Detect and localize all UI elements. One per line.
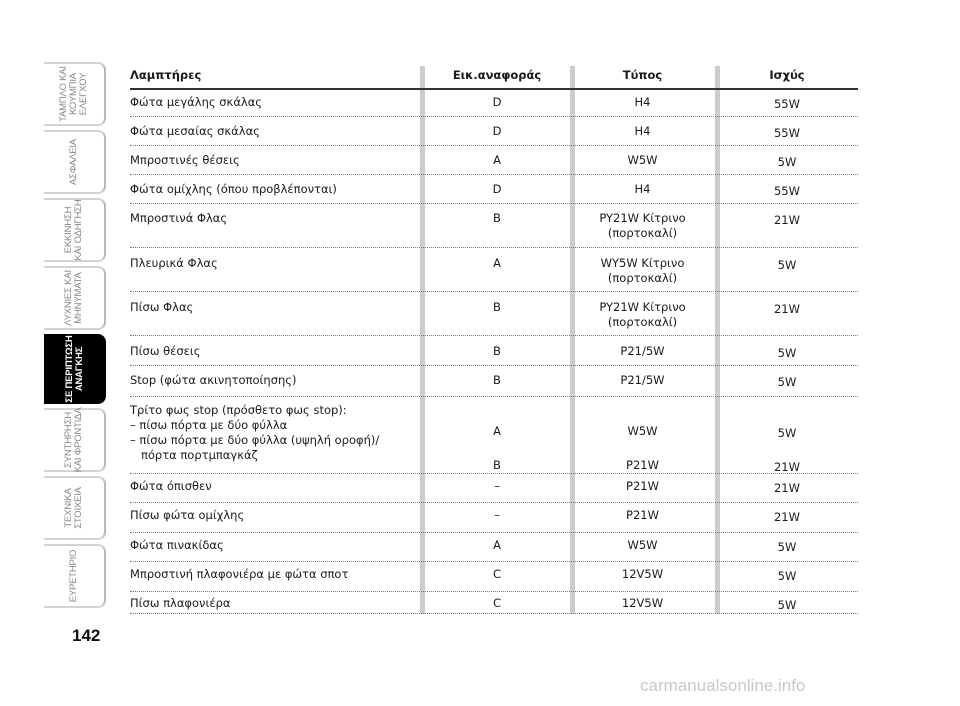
bulb-power: 5W	[777, 375, 797, 389]
bulb-reference: A	[493, 256, 501, 270]
bulb-name: Φώτα ομίχλης (όπου προβλέπονται)	[130, 182, 337, 196]
table-row	[130, 397, 858, 474]
bulb-type: W5W P21W	[626, 424, 659, 472]
header-power: Ισχύς	[769, 68, 805, 82]
bulb-type: P21/5W	[620, 344, 665, 358]
table-row	[130, 117, 858, 146]
bulb-type: H4	[634, 182, 651, 196]
bulb-name: Τρίτο φως stop (πρόσθετο φως stop): – πίσω πόρτα με δύο φύλλα – πίσω πόρτα με δύο φύλλα (υψηλή οροφή)/ πόρτα πορτμπαγκάζ	[130, 403, 380, 462]
bulb-power: 55W	[773, 184, 800, 198]
bulb-name: Φώτα μεγάλης σκάλας	[130, 95, 263, 109]
bulb-reference: B	[493, 300, 501, 314]
bulb-name: Φώτα όπισθεν	[130, 479, 212, 493]
table-row	[130, 248, 858, 292]
table-bottom-rule	[130, 613, 858, 614]
bulb-reference: –	[494, 479, 500, 493]
bulb-type: H4	[634, 95, 651, 109]
bulb-reference: D	[492, 124, 502, 138]
bulb-name: Μπροστινά Φλας	[130, 211, 228, 225]
bulb-power: 5W 21W	[773, 426, 800, 474]
tab-starting-driving[interactable]	[44, 198, 106, 262]
table-row	[130, 503, 858, 533]
bulb-name: Φώτα πινακίδας	[130, 538, 224, 552]
tab-label: ΕΚΚΙΝΗΣΗ ΚΑΙ ΟΔΗΓΗΣΗ	[63, 199, 84, 261]
tab-safety[interactable]	[44, 130, 106, 194]
bulb-type: P21W	[626, 508, 659, 522]
table-row	[130, 146, 858, 175]
bulb-reference: D	[492, 182, 502, 196]
tab-dashboard-controls[interactable]	[44, 62, 106, 126]
table-row	[130, 592, 858, 612]
table-row	[130, 336, 858, 366]
bulb-name: Stop (φώτα ακινητοποίησης)	[130, 373, 297, 387]
bulb-power: 5W	[777, 155, 797, 169]
table-row	[130, 474, 858, 503]
table-row	[130, 175, 858, 204]
tab-label: ΣΕ ΠΕΡΙΠΤΩΣΗ ΑΝΑΓΚΗΣ	[64, 335, 85, 403]
bulb-type: P21W	[626, 479, 659, 493]
bulb-name: Πλευρικά Φλας	[130, 256, 218, 270]
bulb-reference: B	[493, 211, 501, 225]
table-row	[130, 204, 858, 248]
tab-label: ΑΣΦΑΛΕΙΑ	[68, 139, 79, 185]
bulb-power: 21W	[773, 481, 800, 495]
bulb-power: 21W	[773, 510, 800, 524]
bulb-reference: A	[493, 538, 501, 552]
bulb-name: Πίσω Φλας	[130, 300, 194, 314]
bulb-reference: C	[492, 567, 502, 581]
tab-label: ΤΕΧΝΙΚΑ ΣΤΟΙΧΕΙΑ	[63, 487, 84, 529]
table-row	[130, 533, 858, 562]
bulb-power: 55W	[773, 97, 800, 111]
bulb-name: Πίσω θέσεις	[130, 344, 201, 358]
bulb-type: PY21W Κίτρινο (πορτοκαλί)	[599, 300, 686, 329]
table-row	[130, 562, 858, 592]
bulb-type: PY21W Κίτρινο (πορτοκαλί)	[599, 211, 686, 240]
bulb-power: 5W	[777, 346, 797, 360]
tab-label: ΛΥΧΝΙΕΣ ΚΑΙ ΜΗΝΥΜΑΤΑ	[63, 270, 84, 326]
bulb-name: Μπροστινή πλαφονιέρα με φώτα σποτ	[130, 567, 349, 581]
bulb-type: 12V5W	[621, 567, 664, 581]
watermark: carmanualsonline.info	[640, 676, 806, 695]
tab-emergency[interactable]	[44, 334, 106, 404]
tab-technical-data[interactable]	[44, 476, 106, 540]
bulb-reference: B	[493, 344, 501, 358]
bulb-reference: A	[493, 153, 501, 167]
bulb-power: 5W	[777, 258, 797, 272]
bulb-type: WY5W Κίτρινο (πορτοκαλί)	[600, 256, 685, 285]
bulb-power: 55W	[773, 126, 800, 140]
header-type: Τύπος	[622, 68, 663, 82]
bulb-power: 5W	[777, 598, 797, 612]
page-number: 142	[72, 626, 101, 645]
table-row	[130, 90, 858, 117]
header-reference: Εικ.αναφοράς	[452, 68, 542, 82]
tab-warning-lights[interactable]	[44, 266, 106, 330]
header-bulbs: Λαμπτήρες	[130, 68, 202, 82]
bulb-reference: –	[494, 508, 500, 522]
bulb-reference: D	[492, 95, 502, 109]
tab-label: ΤΑΜΠΛΟ ΚΑΙ ΚΟΥΜΠΙΑ ΕΛΕΓΧΟΥ	[58, 66, 89, 122]
bulb-reference: A B	[493, 424, 501, 472]
tab-label: ΣΥΝΤΗΡΗΣΗ ΚΑΙ ΦΡΟΝΤΙΔΑ	[63, 407, 84, 473]
bulb-type: W5W	[627, 538, 658, 552]
bulb-type: H4	[634, 124, 651, 138]
bulb-name: Μπροστινές θέσεις	[130, 153, 240, 167]
bulb-power: 5W	[777, 569, 797, 583]
bulb-power: 21W	[773, 213, 800, 227]
bulb-name: Πίσω πλαφονιέρα	[130, 596, 231, 610]
tab-maintenance[interactable]	[44, 408, 106, 472]
bulb-name: Πίσω φώτα ομίχλης	[130, 508, 245, 522]
tab-index[interactable]	[44, 544, 106, 608]
bulb-reference: C	[492, 596, 502, 610]
bulb-power: 21W	[773, 302, 800, 316]
table-row	[130, 366, 858, 397]
table-row	[130, 292, 858, 336]
bulb-type: 12V5W	[621, 596, 664, 610]
bulb-power: 5W	[777, 540, 797, 554]
bulb-type: W5W	[627, 153, 658, 167]
bulb-type: P21/5W	[620, 373, 665, 387]
bulb-name: Φώτα μεσαίας σκάλας	[130, 124, 260, 138]
tab-label: ΕΥΡΕΤΗΡΙΟ	[68, 549, 79, 603]
bulb-reference: B	[493, 373, 501, 387]
